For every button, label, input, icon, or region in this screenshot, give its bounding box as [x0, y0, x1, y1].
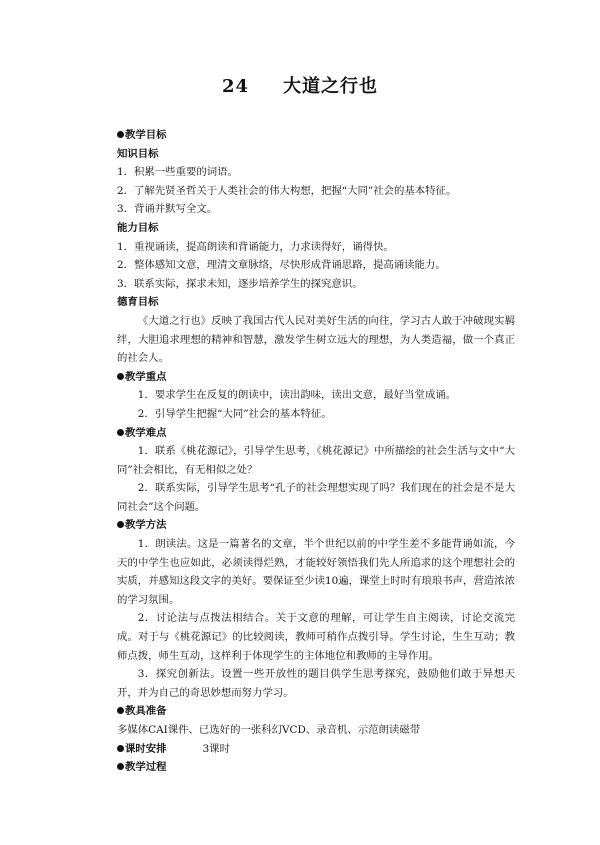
list-item: 3．探究创新法。设置一些开放性的题目供学生思考探究，鼓励他们敢于异想天开，并为自己的奇思妙想而努力学习。	[117, 668, 515, 699]
section-teaching-difficulty: 教学难点	[117, 424, 515, 443]
list-item: 1．要求学生在反复的朗读中，读出韵味，读出文意，最好当堂成诵。	[137, 389, 457, 402]
list-item: 3．联系实际，探求未知，逐步培养学生的探究意识。	[117, 277, 363, 290]
list-item: 1．朗读法。这是一篇著名的文章，半个世纪以前的中学生差不多能背诵如流，今天的中学生也应如此，必须读得烂熟，才能较好领悟我们先人所追求的这个理想社会的实质，并感知这段文字的美好。要保证至少读10遍，课堂上时时有琅琅书声，营造浓浓的学习氛围。	[117, 538, 515, 606]
section-teaching-goals: 教学目标	[117, 126, 515, 145]
schedule-value: 3课时	[202, 742, 230, 755]
list-item: 3．背诵并默写全文。	[117, 203, 218, 216]
paragraph: 《大道之行也》反映了我国古代人民对美好生活的向往，学习古人敢于冲破现实羁绊，大胆追求理想的精神和智慧，激发学生树立远大的理想，为人类造福，做一个真正的社会人。	[117, 314, 515, 365]
bullet-icon	[117, 763, 124, 770]
lesson-content	[117, 126, 515, 777]
paragraph: 多媒体CAI课件、已选好的一张科幻VCD、录音机、示范朗读磁带	[117, 724, 421, 736]
section-teaching-process: 教学过程	[117, 758, 515, 777]
bullet-icon	[117, 429, 124, 436]
list-item: 2．了解先贤圣哲关于人类社会的伟大构想，把握“大同”社会的基本特征。	[117, 184, 457, 197]
section-teaching-focus: 教学重点	[117, 368, 515, 387]
lesson-number: 24	[221, 76, 250, 97]
list-item: 1．联系《桃花源记》，引导学生思考，《桃花源记》中所描绘的社会生活与文中“大同”社会相比，有无相似之处？	[117, 445, 515, 476]
bullet-icon	[117, 521, 124, 528]
list-item: 2．引导学生把握“大同”社会的基本特征。	[137, 407, 332, 420]
subheading-moral: 德育目标	[117, 296, 159, 309]
list-item: 1．重视诵读，提高朗读和背诵能力，力求读得好，诵得快。	[117, 240, 394, 253]
lesson-name: 大道之行也	[283, 76, 379, 97]
section-schedule: 课时安排 3课时	[117, 740, 515, 759]
list-item: 2．整体感知文意，理清文章脉络，尽快形成背诵思路，提高诵读能力。	[117, 259, 446, 272]
list-item: 1．积累一些重要的词语。	[117, 166, 238, 179]
bullet-icon	[117, 707, 124, 714]
subheading-ability: 能力目标	[117, 221, 159, 234]
lesson-title	[0, 72, 600, 98]
section-teaching-methods: 教学方法	[117, 516, 515, 535]
subheading-knowledge: 知识目标	[117, 147, 159, 160]
section-teaching-materials: 教具准备	[117, 702, 515, 721]
list-item: 2．联系实际，引导学生思考“孔子的社会理想实现了吗？我们现在的社会是不是大同社会”这个问题。	[117, 482, 515, 513]
bullet-icon	[117, 373, 124, 380]
bullet-icon	[117, 131, 124, 138]
bullet-icon	[117, 745, 124, 752]
list-item: 2．讨论法与点拨法相结合。关于文意的理解，可让学生自主阅读，讨论交流完成。对于与《桃花源记》的比较阅读，教师可稍作点拨引导。学生讨论，生生互动；教师点拨，师生互动，这样利于体现学生的主体地位和教师的主导作用。	[117, 612, 515, 662]
